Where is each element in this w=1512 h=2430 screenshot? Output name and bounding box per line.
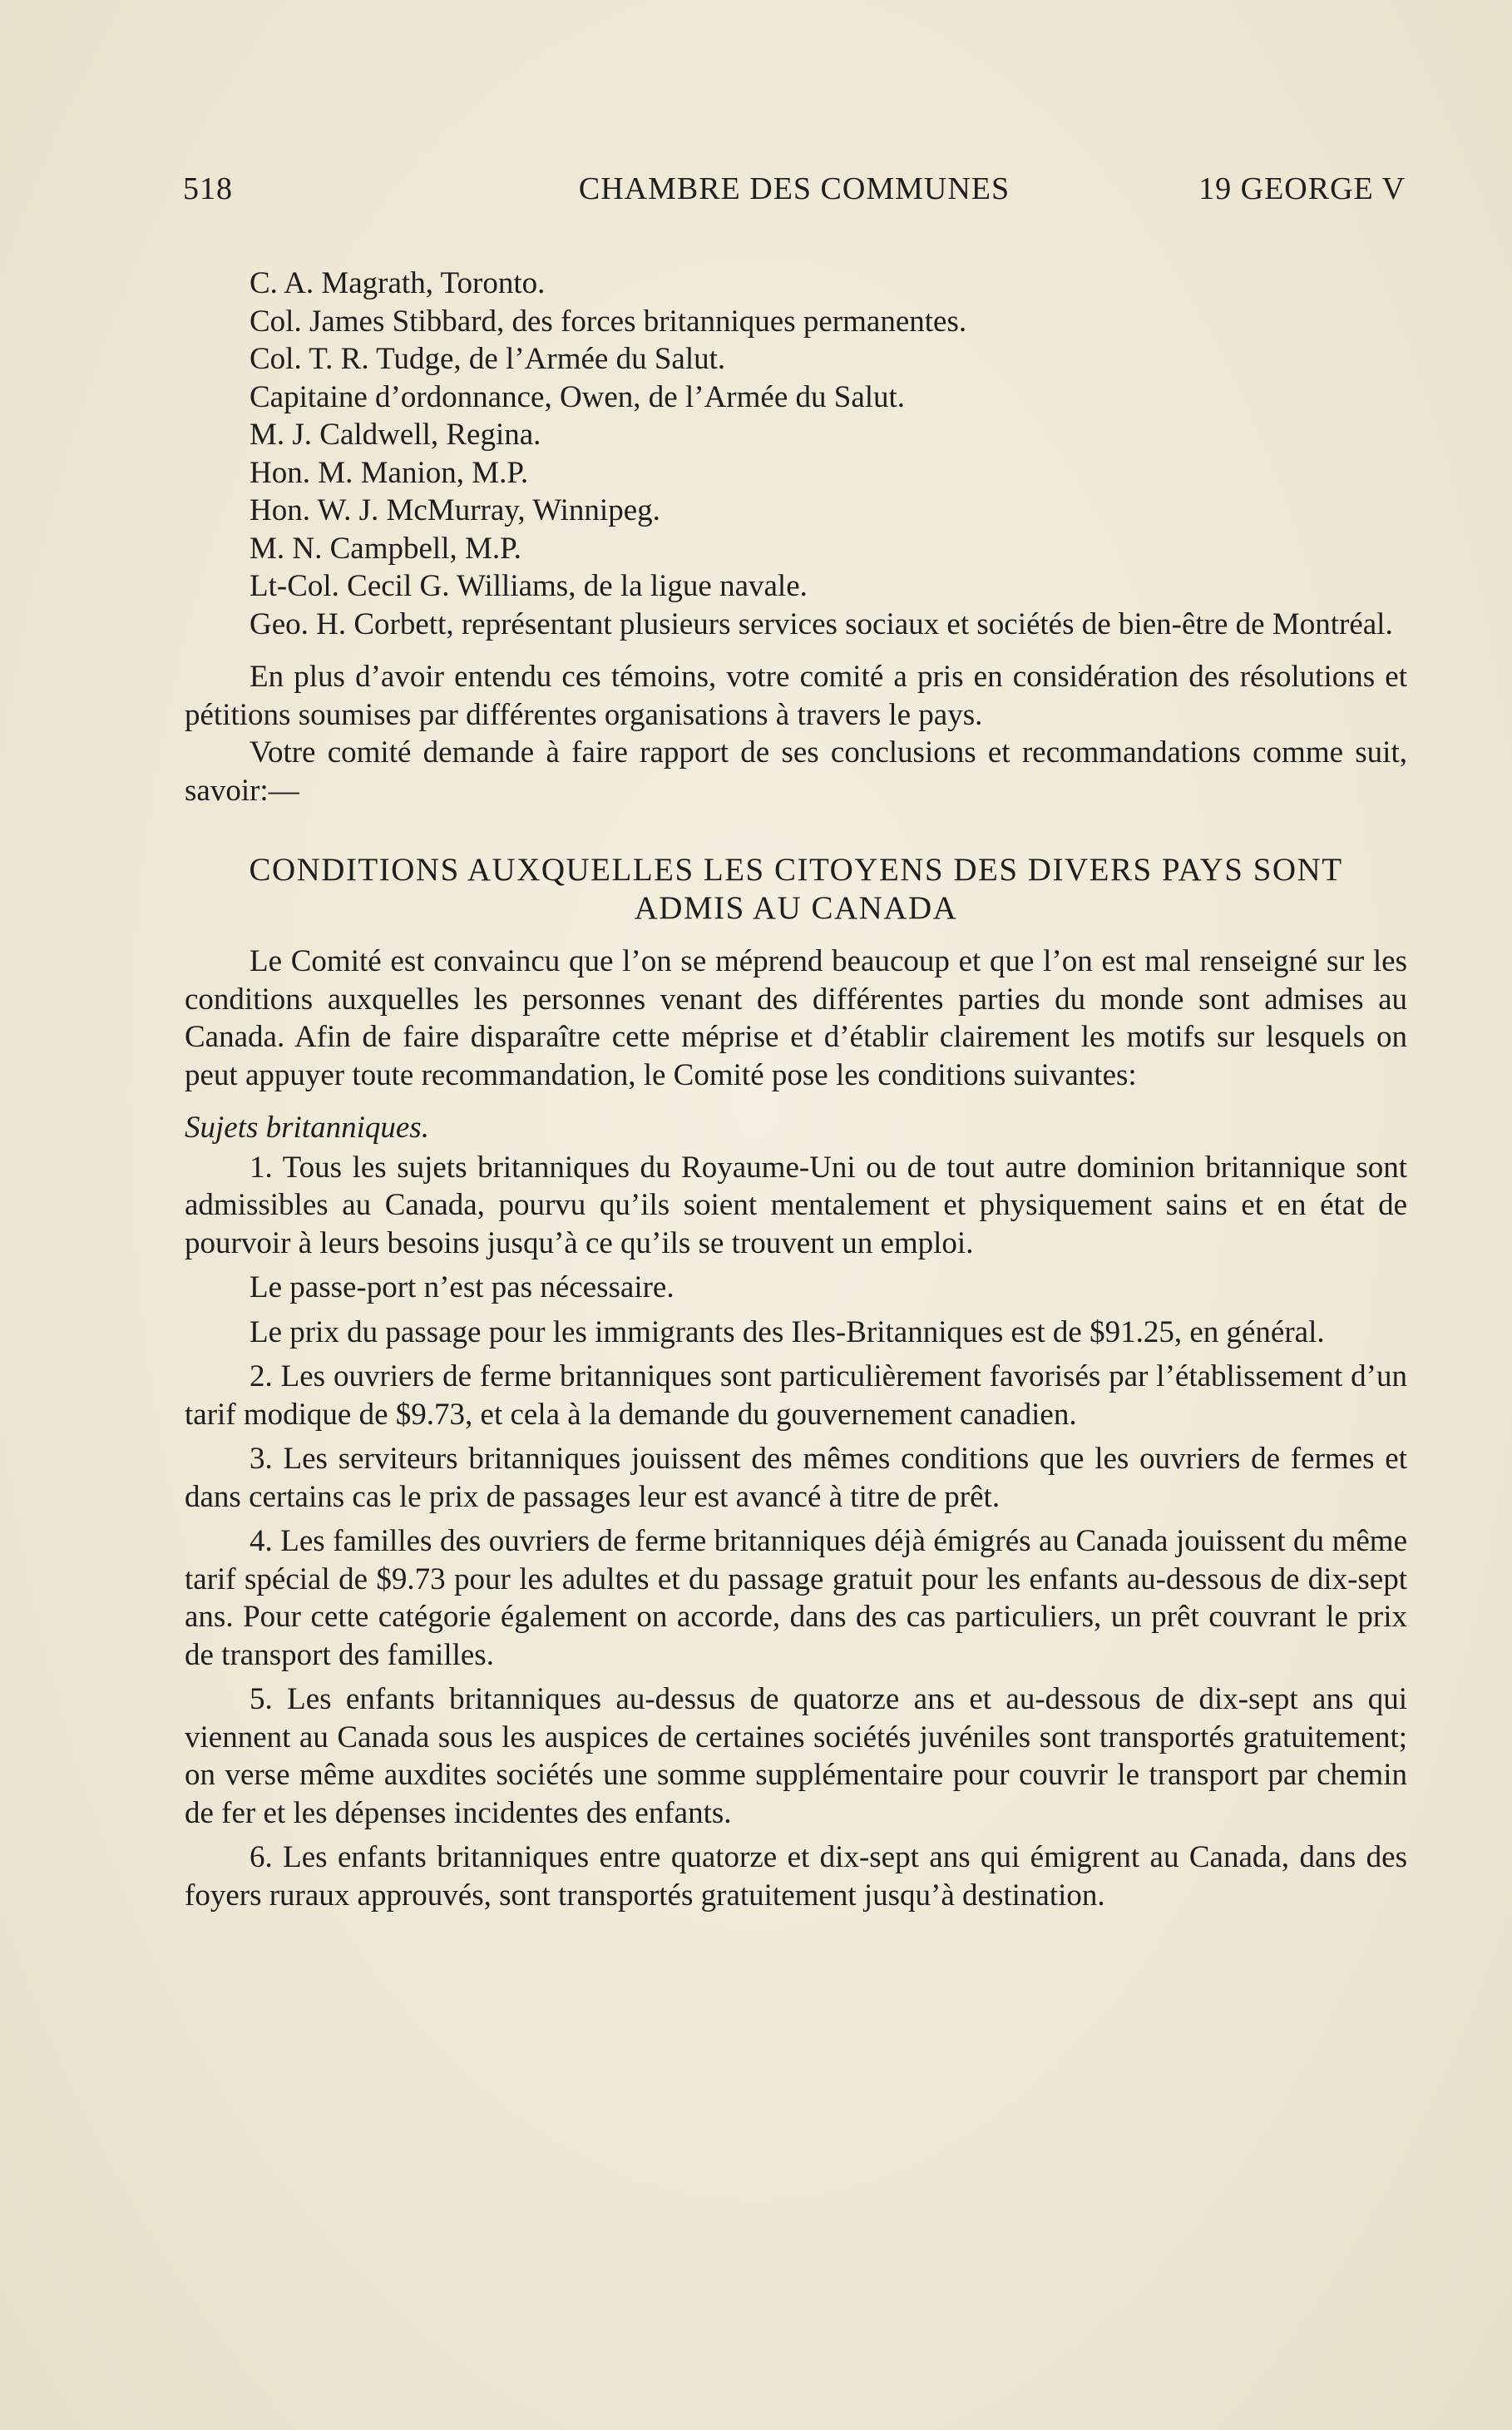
witness-list xyxy=(185,265,1407,643)
body-paragraph: Le prix du passage pour les immigrants des Iles-Britanniques est de $91.25, en général. xyxy=(250,1314,1325,1349)
witness-item: Hon. M. Manion, M.P. xyxy=(250,455,529,490)
session-label: 19 GEORGE V xyxy=(1198,171,1406,206)
witness-item: Col. T. R. Tudge, de l’Armée du Salut. xyxy=(250,342,726,376)
witness-item: Lt-Col. Cecil G. Williams, de la ligue navale. xyxy=(250,569,808,603)
body-paragraph: 4. Les familles des ouvriers de ferme britanniques déjà émigrés au Canada jouissent du même tarif spécial de $9.73 pour les adultes et du passage gratuit pour les enfants au-dessous de dix-sept ans. Pour cette catégorie également on accorde, dans des cas particuliers, un prêt couvrant le prix de transport des familles. xyxy=(185,1524,1407,1672)
witness-item: Capitaine d’ordonnance, Owen, de l’Armée du Salut. xyxy=(250,379,906,414)
intro-paragraph: Votre comité demande à faire rapport de ses conclusions et recommandations comme suit, savoir:— xyxy=(185,735,1407,808)
body-paragraph: 6. Les enfants britanniques entre quatorze et dix-sept ans qui émigrent au Canada, dans des foyers ruraux approuvés, sont transportés gratuitement jusqu’à destination. xyxy=(185,1840,1407,1913)
section-heading-line: ADMIS AU CANADA xyxy=(634,890,958,926)
witness-item: C. A. Magrath, Toronto. xyxy=(250,266,546,300)
body-paragraph: Le passe-port n’est pas nécessaire. xyxy=(250,1270,674,1304)
witness-item: Geo. H. Corbett, représentant plusieurs services sociaux et sociétés de bien-être de Montréal. xyxy=(250,606,1393,641)
body-paragraph: 3. Les serviteurs britanniques jouissent des mêmes conditions que les ouvriers de fermes et dans certains cas le prix de passages leur est avancé à titre de prêt. xyxy=(185,1442,1407,1514)
page-number: 518 xyxy=(183,171,233,206)
witness-item: Col. James Stibbard, des forces britanniques permanentes. xyxy=(250,304,967,339)
page-body xyxy=(185,265,1407,1914)
intro-paragraph: En plus d’avoir entendu ces témoins, votre comité a pris en considération des résolutions et pétitions soumises par différentes organisations à travers le pays. xyxy=(185,660,1407,732)
body-paragraph: 5. Les enfants britanniques au-dessus de quatorze ans et au-dessous de dix-sept ans qui viennent au Canada sous les auspices de certaines sociétés juvéniles sont transportés gratuitement; on verse même auxdites sociétés une somme supplémentaire pour couvrir le transport par chemin de fer et les dépenses incidentes des enfants. xyxy=(185,1682,1407,1830)
witness-item: M. J. Caldwell, Regina. xyxy=(250,418,541,452)
body-paragraph: 2. Les ouvriers de ferme britanniques sont particulièrement favorisés par l’établissement d’un tarif modique de $9.73, et cela à la demande du gouvernement canadien. xyxy=(185,1359,1407,1432)
section-heading xyxy=(185,851,1407,928)
page-header xyxy=(183,171,1406,212)
section-intro-paragraph: Le Comité est convaincu que l’on se méprend beaucoup et que l’on est mal renseigné sur les conditions auxquelles les personnes venant des différentes parties du monde sont admises au Canada. Afin de faire disparaître cette méprise et d’établir clairement les motifs sur lesquels on peut appuyer toute recommandation, le Comité pose les conditions suivantes: xyxy=(185,944,1407,1092)
running-title: CHAMBRE DES COMMUNES xyxy=(578,171,1010,206)
witness-item: M. N. Campbell, M.P. xyxy=(250,531,521,566)
subheading: Sujets britanniques. xyxy=(185,1111,429,1145)
witness-item: Hon. W. J. McMurray, Winnipeg. xyxy=(250,493,660,527)
section-heading-line: CONDITIONS AUXQUELLES LES CITOYENS DES DIVERS PAYS SONT xyxy=(249,852,1343,888)
body-paragraph: 1. Tous les sujets britanniques du Royaume-Uni ou de tout autre dominion britannique sont admissibles au Canada, pourvu qu’ils soient mentalement et physiquement sains et en état de pourvoir à leurs besoins jusqu’à ce qu’ils se trouvent un emploi. xyxy=(185,1150,1407,1260)
